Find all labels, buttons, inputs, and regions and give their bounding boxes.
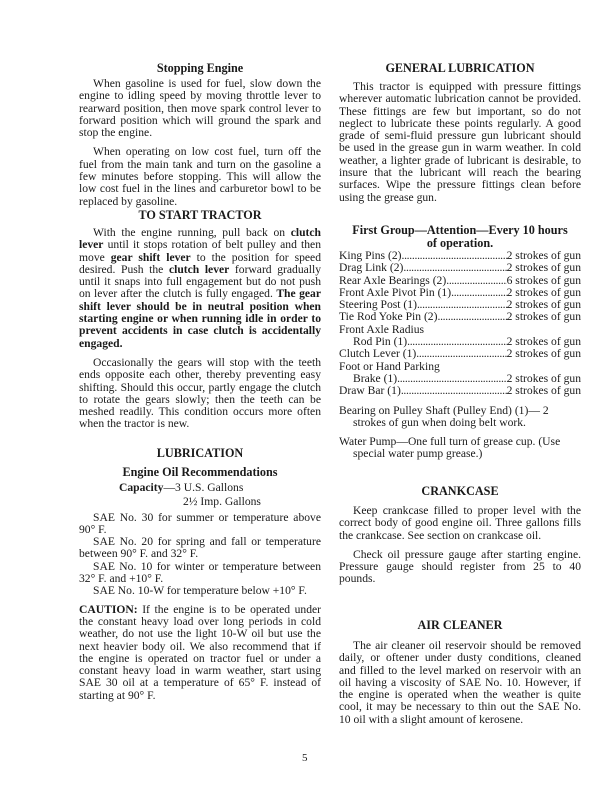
list-item-label: Clutch Lever (1): [339, 347, 417, 361]
list-item-value: 2 strokes of gun: [506, 249, 581, 262]
list-item-label: King Pins (2): [339, 249, 402, 262]
list-item-label: Tie Rod Yoke Pin (2): [339, 310, 438, 324]
list-item: [339, 311, 581, 323]
section-heading: CRANKCASE: [421, 484, 499, 498]
bold-text: gear shift lever: [110, 250, 191, 264]
leader-dots: [401, 385, 507, 397]
list-item-label: Front Axle Radius: [339, 322, 425, 336]
text: to the position for speed desired. Push the: [79, 250, 321, 276]
lubrication-list: [339, 250, 581, 398]
list-item: [339, 262, 581, 274]
section-heading: GENERAL LUBRICATION: [385, 61, 535, 75]
list-item-label: Brake (1): [353, 371, 398, 385]
bold-text: The gear shift lever should be in neutral position when starting engine or when running idle in order to prevent accidents in case clutch is accidentally engaged.: [79, 287, 321, 350]
list-item-label: Rod Pin (1): [353, 335, 408, 349]
list-item-value: 2 strokes of gun: [506, 261, 581, 275]
paragraph: This tractor is equipped with pressure fittings wherever automatic lubrication cannot be provided. These fittings are few but important, so do not neglect to lubricate these points regularly. A good grade of semi-fluid pressure gun lubricant should be used in the grease gun in warm weather. In cold weather, a lighter grade of lubricant is desirable, to insure that the lubricant will reach the bearing surfaces. Wipe the pressure fittings clean before using the grease gun.: [339, 80, 581, 204]
leader-dots: [437, 311, 506, 323]
sae-line: SAE No. 20 for spring and fall or temperature between 90° F. and 32° F.: [79, 535, 321, 561]
paragraph: Occasionally the gears will stop with the teeth ends opposite each other, thereby preventing easy shifting. Should this occur, partly engage the clutch to rotate the gears slowly; then the teeth can be meshed readily. This condition occurs more often when the tractor is new.: [79, 355, 321, 431]
text: until it stops rotation of belt pulley and then move: [79, 238, 321, 264]
capacity: [79, 482, 321, 494]
list-item-value: 6 strokes of gun: [506, 273, 581, 287]
leader-dots: [407, 336, 507, 348]
leader-dots: [446, 275, 506, 287]
paragraph: When operating on low cost fuel, turn off the fuel from the main tank and turn on the gasoline a few minutes before stopping. This will allow the low cost fuel in the lines and carburetor bowl to be replaced by gasoline.: [79, 145, 321, 208]
leader-dots: [401, 250, 506, 262]
list-item-value: 2 strokes of gun: [506, 347, 581, 361]
list-item-value: 2 strokes of gun: [506, 285, 581, 299]
leader-dots: [403, 262, 506, 274]
leader-dots: [397, 373, 507, 385]
list-item: [339, 348, 581, 360]
sae-line: SAE No. 30 for summer or temperature above 90° F.: [79, 510, 321, 536]
first-group-section: [339, 224, 581, 461]
paragraph: Check oil pressure gauge after starting engine. Pressure gauge should register from 25 to 40 pounds.: [339, 547, 581, 586]
paragraph: The air cleaner oil reservoir should be removed daily, or oftener under dusty conditions, cleaned and filled to the level marked on reservoir with an oil having a viscosity of SAE No. 10. However, if the engine is operated when the weather is quite cool, it may be necessary to thin out the SAE No. 10 oil with a slight amount of kerosene.: [339, 639, 581, 726]
list-item-value: 2 strokes of gun: [506, 298, 581, 312]
list-item-value: 2 strokes of gun: [506, 371, 581, 385]
paragraph: [79, 227, 321, 350]
text: forward gradually until it snaps into full engagement but do not push on lever after the clutch is fully engaged.: [79, 262, 322, 301]
caution-paragraph: [79, 604, 321, 702]
list-item-value: 2 strokes of gun: [506, 335, 581, 349]
bold-text: clutch lever: [168, 262, 230, 276]
air-cleaner-section: [339, 618, 581, 726]
section-heading: AIR CLEANER: [417, 618, 503, 632]
sae-line: SAE No. 10-W for temperature below +10° F.: [93, 584, 307, 598]
list-item-value: 2 strokes of gun: [506, 384, 581, 398]
capacity-us: —3 U.S. Gallons: [163, 481, 244, 494]
leader-dots: [451, 287, 507, 299]
capacity-label: Capacity: [119, 481, 164, 494]
list-item-label: Foot or Hand Parking: [339, 359, 440, 373]
capacity-imp: 2½ Imp. Gallons: [183, 495, 261, 509]
bold-text: clutch lever: [79, 226, 321, 252]
heading-line: First Group—Attention—Every 10 hours: [352, 223, 568, 237]
paragraph: When gasoline is used for fuel, slow down the engine to idling speed by moving throttle lever to rearward position, then move spark control lever to forward position which will ground the spark and stop the engine.: [79, 77, 321, 140]
crankcase-section: [339, 484, 581, 586]
start-tractor-section: [79, 208, 321, 431]
sae-line: SAE No. 10 for winter or temperature between 32° F. and +10° F.: [79, 559, 321, 586]
list-item-label: Rear Axle Bearings (2): [339, 273, 447, 287]
water-pump-note: Water Pump—One full turn of grease cup. (Use special water pump grease.): [339, 435, 561, 461]
general-lubrication-section: [339, 61, 581, 204]
stopping-engine-section: [79, 61, 321, 208]
list-item-label: Drag Link (2): [339, 261, 404, 275]
list-item-label: Draw Bar (1): [339, 384, 401, 398]
text: If the engine is to be operated under the constant heavy load over long periods in cold weather, do not use the light 10-W oil but use the next heavier body oil. We also recommend that if the engine is operated on tractor fuel or under a constant heavy load in warm weather, start using SAE 30 oil at a temperature of 65° F. instead of starting at 90° F.: [79, 602, 321, 702]
subheading: Engine Oil Recommendations: [122, 465, 278, 479]
heading-line: of operation.: [426, 236, 494, 250]
paragraph: Keep crankcase filled to proper level with the correct body of good engine oil. Three gallons fills the crankcase. See section on crankcase oil.: [339, 504, 581, 542]
bearing-note: Bearing on Pulley Shaft (Pulley End) (1)— 2 strokes of gun when doing belt work.: [339, 403, 549, 429]
list-item-value: 2 strokes of gun: [506, 310, 581, 324]
section-heading: LUBRICATION: [156, 446, 244, 460]
list-item-label: Front Axle Pivot Pin (1): [339, 285, 452, 299]
section-heading: TO START TRACTOR: [138, 208, 262, 222]
section-heading: [339, 224, 581, 250]
list-item-label: Steering Post (1): [339, 298, 417, 312]
section-heading: Stopping Engine: [156, 61, 244, 75]
lubrication-section: [79, 446, 321, 702]
caution-label: CAUTION:: [79, 602, 138, 616]
text: With the engine running, pull back on: [93, 226, 291, 239]
leader-dots: [416, 348, 506, 360]
list-item: [339, 385, 581, 397]
page-number: 5: [302, 752, 308, 764]
